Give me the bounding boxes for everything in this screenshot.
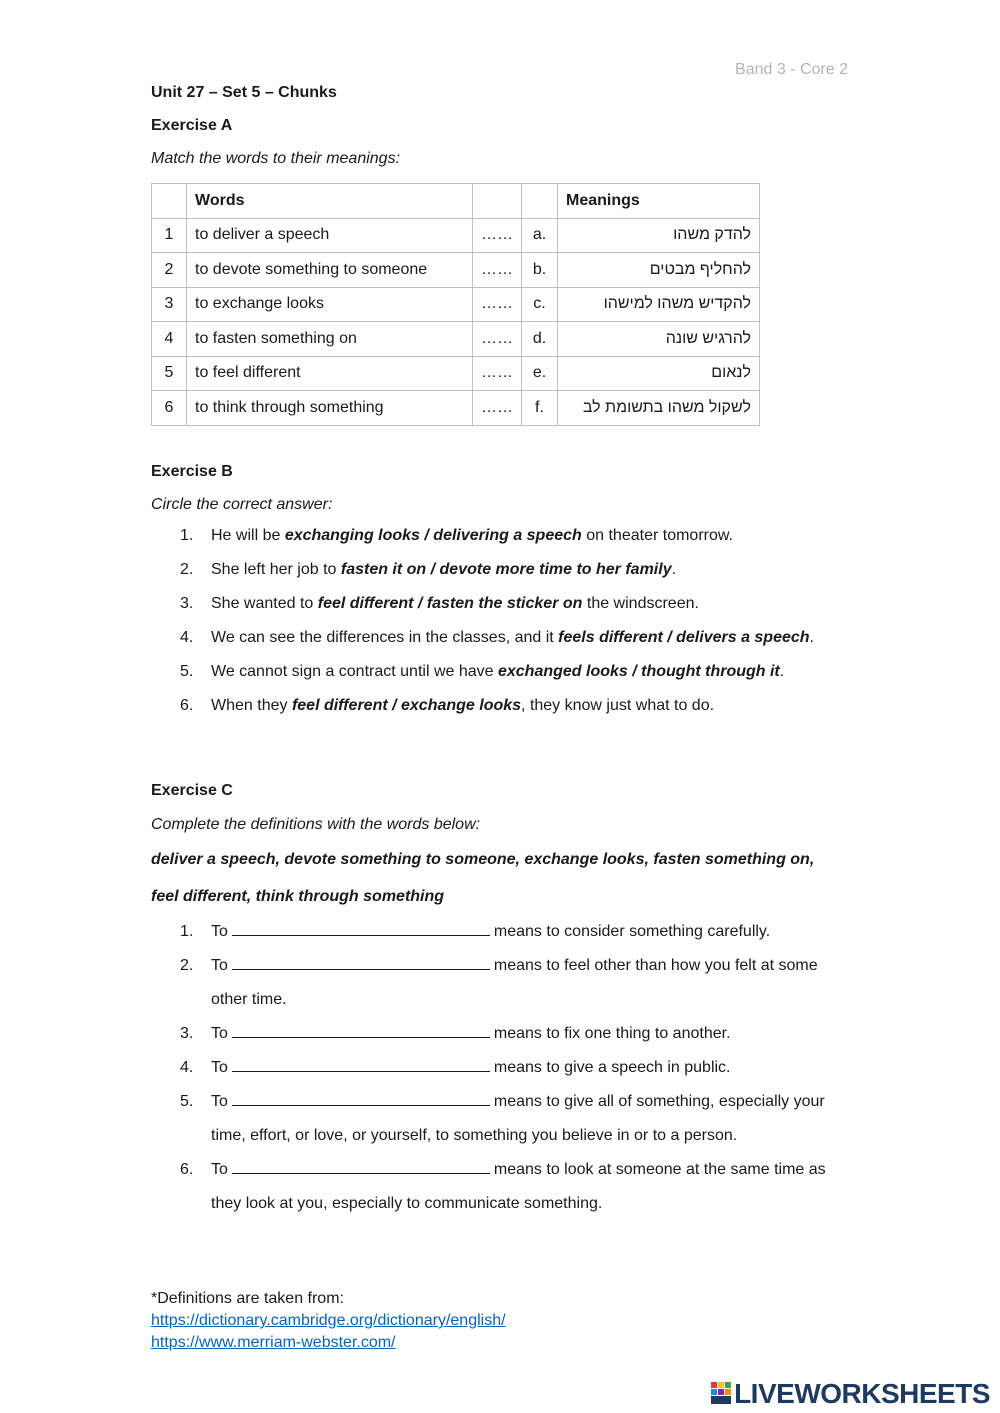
table-header-row <box>152 184 760 219</box>
answer-blank[interactable]: …… <box>473 356 522 391</box>
word-bank-line-1: deliver a speech, devote something to someone, exchange looks, fasten something on, <box>151 850 815 868</box>
band-label: Band 3 - Core 2 <box>735 61 848 78</box>
answer-choice[interactable]: feels different / delivers a speech <box>558 628 810 646</box>
table-row: 3 to exchange looks …… c. להקדיש משהו למישהו <box>152 287 760 322</box>
answer-choice[interactable]: exchanged looks / thought through it <box>497 662 780 680</box>
exercise-c-instruction: Complete the definitions with the words below: <box>151 815 481 833</box>
exercise-b-heading: Exercise B <box>151 462 233 480</box>
footnote <box>151 1288 506 1354</box>
exercise-b-list <box>151 519 851 723</box>
exercise-c-heading: Exercise C <box>151 781 233 799</box>
fill-blank[interactable] <box>232 1023 490 1038</box>
exercise-c-list <box>151 915 851 1221</box>
list-item: 2. To means to feel other than how you felt at some other time. <box>180 956 818 1008</box>
answer-choice[interactable]: fasten it on / devote more time to her family <box>340 560 672 578</box>
list-item: 2. She left her job to fasten it on / devote more time to her family. <box>180 560 677 578</box>
table-row: 2 to devote something to someone …… b. להחליף מבטים <box>152 253 760 288</box>
exercise-a-heading: Exercise A <box>151 117 233 134</box>
answer-blank[interactable]: …… <box>473 287 522 322</box>
liveworksheets-logo: LIVEWORKSHEETS <box>710 1378 990 1410</box>
word-bank-line-2: feel different, think through something <box>151 887 445 905</box>
col-words: Words <box>187 184 473 219</box>
table-row: 1 to deliver a speech …… a. להדק משהו <box>152 218 760 253</box>
exercise-b-instruction: Circle the correct answer: <box>151 495 333 513</box>
cambridge-link[interactable]: https://dictionary.cambridge.org/dictionary/english/ <box>151 1312 506 1329</box>
list-item: 4. We can see the differences in the classes, and it feels different / delivers a speech. <box>180 628 814 646</box>
list-item: 5. To means to give all of something, especially your time, effort, or love, or yourself, to something you believe in or to a person. <box>180 1092 825 1144</box>
matching-table <box>151 183 760 426</box>
list-item: 3. To means to fix one thing to another. <box>180 1024 731 1042</box>
worksheet-title: Unit 27 – Set 5 – Chunks <box>151 84 337 101</box>
answer-blank[interactable]: …… <box>473 322 522 357</box>
answer-blank[interactable]: …… <box>473 218 522 253</box>
table-row: 6 to think through something …… f. לשקול משהו בתשומת לב <box>152 391 760 426</box>
list-item: 1. To means to consider something carefully. <box>180 922 771 940</box>
col-meanings: Meanings <box>558 184 760 219</box>
exercise-a-instruction: Match the words to their meanings: <box>151 150 401 167</box>
list-item: 6. When they feel different / exchange looks, they know just what to do. <box>180 696 715 714</box>
worksheet <box>151 83 851 1221</box>
list-item: 6. To means to look at someone at the same time as they look at you, especially to communicate something. <box>180 1160 826 1212</box>
table-row: 4 to fasten something on …… d. להרגיש שונה <box>152 322 760 357</box>
answer-blank[interactable]: …… <box>473 253 522 288</box>
answer-choice[interactable]: feel different / fasten the sticker on <box>317 594 583 612</box>
fill-blank[interactable] <box>232 921 490 936</box>
table-row: 5 to feel different …… e. לנאום <box>152 356 760 391</box>
footnote-note: *Definitions are taken from: <box>151 1290 344 1307</box>
answer-choice[interactable]: exchanging looks / delivering a speech <box>284 526 582 544</box>
list-item: 1. He will be exchanging looks / delivering a speech on theater tomorrow. <box>180 526 733 544</box>
answer-blank[interactable]: …… <box>473 391 522 426</box>
list-item: 5. We cannot sign a contract until we have exchanged looks / thought through it. <box>180 662 785 680</box>
fill-blank[interactable] <box>232 1091 490 1106</box>
liveworksheets-icon <box>710 1380 732 1406</box>
fill-blank[interactable] <box>232 1159 490 1174</box>
fill-blank[interactable] <box>232 955 490 970</box>
answer-choice[interactable]: feel different / exchange looks <box>291 696 522 714</box>
list-item: 3. She wanted to feel different / fasten the sticker on the windscreen. <box>180 594 699 612</box>
merriam-webster-link[interactable]: https://www.merriam-webster.com/ <box>151 1334 396 1351</box>
fill-blank[interactable] <box>232 1057 490 1072</box>
list-item: 4. To means to give a speech in public. <box>180 1058 731 1076</box>
